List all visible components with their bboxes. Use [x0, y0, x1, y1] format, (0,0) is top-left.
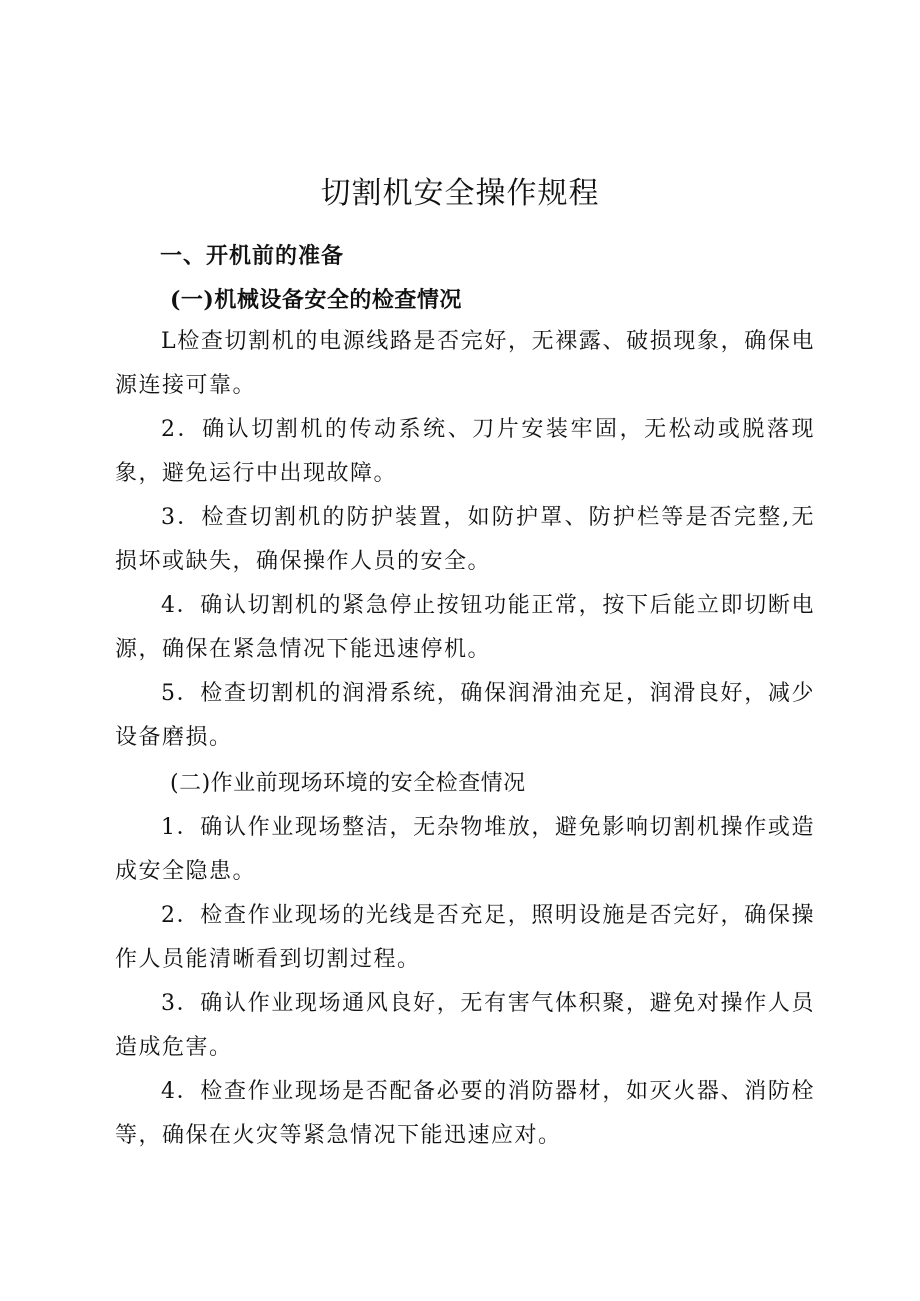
section-heading: 一、开机前的准备 — [160, 243, 345, 269]
list-item: 4．检查作业现场是否配备必要的消防器材，如灭火器、消防栓等，确保在火灾等紧急情况下能迅速应对。 — [115, 1079, 815, 1148]
list-item: 1．确认作业现场整洁，无杂物堆放，避免影响切割机操作或造成安全隐患。 — [115, 815, 815, 884]
list-item: 2．检查作业现场的光线是否充足，照明设施是否完好，确保操作人员能清晰看到切割过程。 — [115, 903, 815, 972]
list-item: 3．确认作业现场通风良好，无有害气体积聚，避免对操作人员造成危害。 — [115, 991, 815, 1060]
subsection-heading: (一)机械设备安全的检查情况 — [170, 287, 462, 313]
list-item: 3．检查切割机的防护装置，如防护罩、防护栏等是否完整,无损坏或缺失，确保操作人员的安全。 — [115, 505, 815, 574]
list-item: 4．确认切割机的紧急停止按钮功能正常，按下后能立即切断电源，确保在紧急情况下能迅速停机。 — [115, 593, 815, 662]
document-title: 切割机安全操作规程 — [320, 176, 600, 211]
subsection-heading: (二)作业前现场环境的安全检查情况 — [170, 771, 526, 796]
list-item: 2．确认切割机的传动系统、刀片安装牢固，无松动或脱落现象，避免运行中出现故障。 — [115, 417, 815, 486]
list-item: L检查切割机的电源线路是否完好，无裸露、破损现象，确保电源连接可靠。 — [115, 329, 815, 398]
list-item: 5．检查切割机的润滑系统，确保润滑油充足，润滑良好，减少设备磨损。 — [115, 681, 815, 750]
